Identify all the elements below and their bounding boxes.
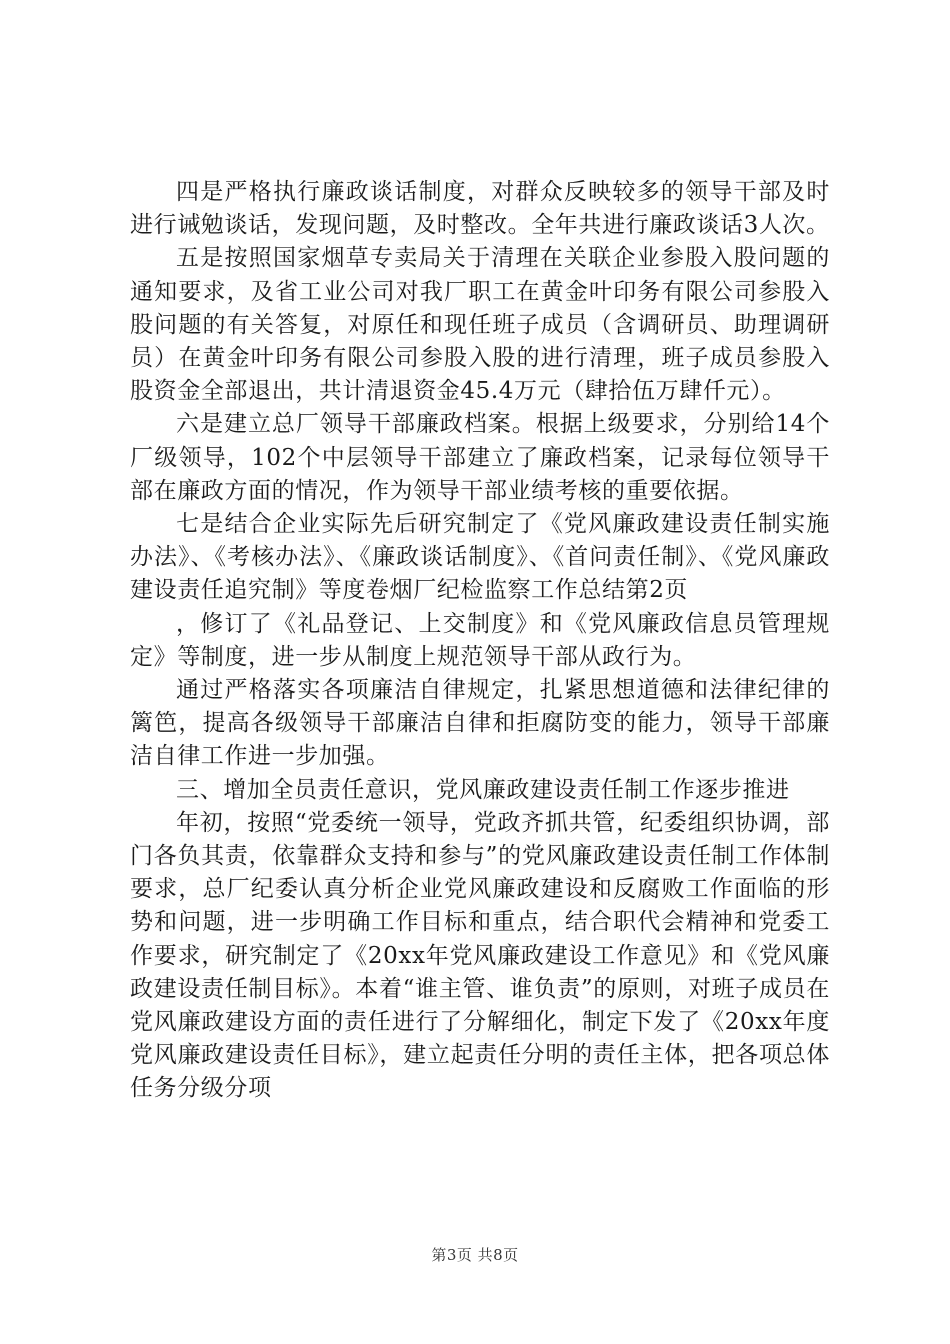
- paragraph-archives: 六是建立总厂领导干部廉政档案。根据上级要求，分别给14个厂级领导，102个中层领导干部建立了廉政档案，记录每位领导干部在廉政方面的情况，作为领导干部业绩考核的重要依据。: [130, 411, 830, 504]
- paragraph-revisions: ，修订了《礼品登记、上交制度》和《党风廉政信息员管理规定》等制度，进一步从制度上规范领导干部从政行为。: [130, 610, 830, 670]
- paragraph-talks: 四是严格执行廉政谈话制度，对群众反映较多的领导干部及时进行诫勉谈话，发现问题，及时整改。全年共进行廉政谈话3人次。: [130, 179, 830, 239]
- paragraph-self-discipline: 通过严格落实各项廉洁自律规定，扎紧思想道德和法律纪律的篱笆，提高各级领导干部廉洁自律和拒腐防变的能力，领导干部廉洁自律工作进一步加强。: [130, 677, 830, 770]
- page-footer: 第3页 共8页: [431, 1246, 519, 1264]
- section-heading: 三、增加全员责任意识，党风廉政建设责任制工作逐步推进: [176, 776, 790, 803]
- paragraph-shareholding: 五是按照国家烟草专卖局关于清理在关联企业参股入股问题的通知要求，及省工业公司对我厂职工在黄金叶印务有限公司参股入股问题的有关答复，对原任和现任班子成员（含调研员、助理调研员）在黄金叶印务有限公司参股入股的进行清理，班子成员参股入股资金全部退出，共计清退资金45.4万元（肆拾伍万肆仟元）。: [130, 245, 830, 405]
- paragraph-regulations: 七是结合企业实际先后研究制定了《党风廉政建设责任制实施办法》、《考核办法》、《廉政谈话制度》、《首问责任制》、《党风廉政建设责任追究制》等度卷烟厂纪检监察工作总结第2页: [130, 511, 830, 604]
- paragraph-responsibility: 年初，按照“党委统一领导，党政齐抓共管，纪委组织协调，部门各负其责，依靠群众支持和参与”的党风廉政建设责任制工作体制要求，总厂纪委认真分析企业党风廉政建设和反腐败工作面临的形势和问题，进一步明确工作目标和重点，结合职代会精神和党委工作要求，研究制定了《20xx年党风廉政建设工作意见》和《党风廉政建设责任制目标》。本着“谁主管、谁负责”的原则，对班子成员在党风廉政建设方面的责任进行了分解细化，制定下发了《20xx年度党风廉政建设责任目标》，建立起责任分明的责任主体，把各项总体任务分级分项: [130, 809, 830, 1102]
- document-body: [130, 176, 830, 1106]
